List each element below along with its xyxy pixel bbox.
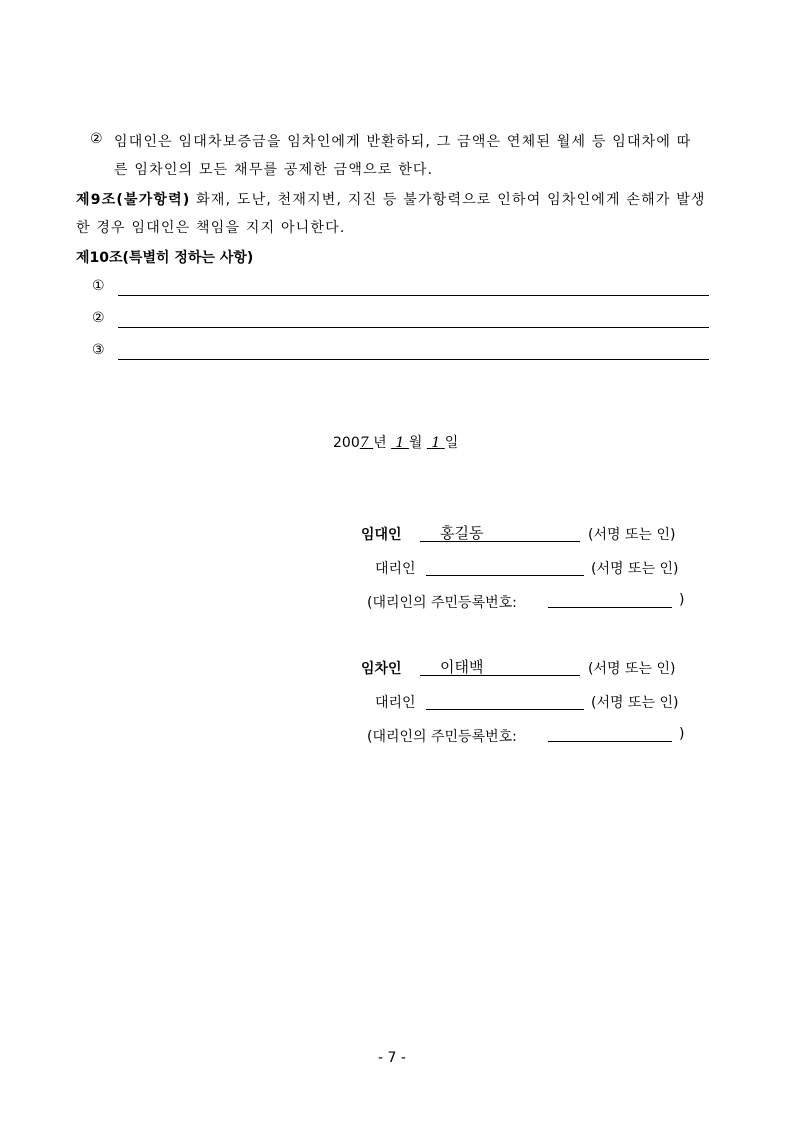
article10-item3-marker: ③	[92, 342, 105, 358]
lessee-sign-label: (서명 또는 인)	[588, 661, 676, 677]
date-month-fill: 1	[395, 435, 405, 451]
lessor-name-line	[420, 541, 580, 542]
item-marker-circled-2: ②	[90, 131, 103, 147]
date-year-label: 년	[373, 435, 387, 451]
article9-heading: 제9조(불가항력)	[76, 192, 191, 208]
article8-item2-line2: 른 임차인의 모든 채무를 공제한 금액으로 한다.	[114, 162, 434, 178]
date-year-prefix: 200	[333, 435, 360, 451]
page-number: - 7 -	[378, 1050, 406, 1066]
lessee-agent-id-label: (대리인의 주민등록번호:	[367, 729, 517, 745]
lessor-agent-id-label: (대리인의 주민등록번호:	[367, 595, 517, 611]
article8-item2-line1: 임대인은 임대차보증금을 임차인에게 반환하되, 그 금액은 연체된 월세 등 임대차에 따	[114, 134, 692, 150]
article10-item1-line	[118, 295, 709, 296]
lessor-agent-label: 대리인	[375, 561, 416, 577]
lessee-agent-label: 대리인	[375, 695, 416, 711]
date-day-label: 일	[444, 435, 459, 451]
lessee-label: 임차인	[361, 661, 402, 677]
lessor-agent-sign-label: (서명 또는 인)	[591, 561, 679, 577]
article10-item3-line	[118, 359, 709, 360]
article10-item2-line	[118, 327, 709, 328]
lessee-agent-line	[426, 709, 584, 710]
lessor-agent-id-line	[548, 607, 672, 608]
article9-line2: 한 경우 임대인은 책임을 지지 아니한다.	[76, 220, 346, 236]
lessee-agent-id-line	[548, 741, 672, 742]
lessee-agent-id-close: )	[679, 726, 685, 742]
contract-date	[333, 432, 458, 452]
lessee-agent-sign-label: (서명 또는 인)	[591, 695, 679, 711]
lessor-sign-label: (서명 또는 인)	[588, 527, 676, 543]
lessor-agent-id-close: )	[679, 592, 685, 608]
lessor-label: 임대인	[361, 527, 402, 543]
lessee-name: 이태백	[440, 658, 484, 676]
article10-heading: 제10조(특별히 정하는 사항)	[76, 250, 254, 266]
date-year-fill: 7	[359, 435, 369, 451]
lessor-name: 홍길동	[440, 524, 484, 542]
article9-text1: 화재, 도난, 천재지변, 지진 등 불가항력으로 인하여 임차인에게 손해가 발생	[190, 192, 706, 208]
lessor-agent-line	[426, 575, 584, 576]
article10-item2-marker: ②	[92, 310, 105, 326]
article9-line1	[76, 189, 706, 209]
lessee-name-line	[420, 675, 580, 676]
date-day-fill: 1	[431, 435, 441, 451]
date-month-label: 월	[408, 435, 423, 451]
article10-item1-marker: ①	[92, 278, 105, 294]
